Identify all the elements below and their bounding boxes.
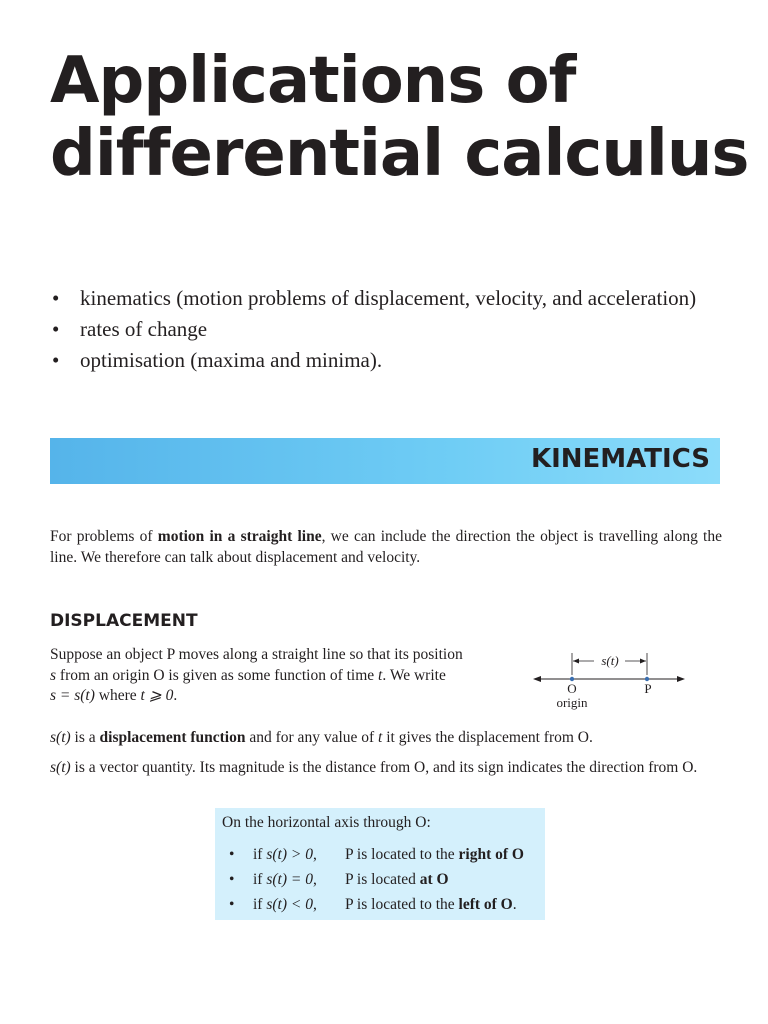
- displacement-heading: DISPLACEMENT: [50, 611, 198, 631]
- intro-paragraph: For problems of motion in a straight line, we can include the direction the object is travelling along the line. We therefore can talk about displacement and velocity.: [50, 528, 722, 566]
- measure-label: s(t): [601, 653, 619, 668]
- section-banner: [50, 438, 720, 484]
- bullet-icon: •: [52, 317, 60, 341]
- list-item: • rates of change: [52, 314, 696, 345]
- list-item: • if s(t) > 0, P is located to the right of O: [229, 842, 524, 867]
- list-item: • kinematics (motion problems of displacement, velocity, and acceleration): [52, 283, 696, 314]
- list-item: • if s(t) < 0, P is located to the left of O.: [229, 892, 524, 917]
- arrow-left-icon: [533, 676, 541, 682]
- vector-quantity-paragraph: s(t) is a vector quantity. Its magnitude is the distance from O, and its sign indicates the direction from O.: [50, 759, 698, 776]
- summary-box-heading: On the horizontal axis through O:: [222, 814, 431, 831]
- bullet-icon: •: [229, 896, 235, 913]
- topic-list: [52, 283, 696, 376]
- bullet-icon: •: [52, 286, 60, 310]
- list-item: • optimisation (maxima and minima).: [52, 345, 696, 376]
- title-line-2: differential calculus: [50, 117, 749, 191]
- summary-list: [229, 842, 524, 917]
- page-title: [50, 44, 749, 191]
- bullet-icon: •: [52, 348, 60, 372]
- point-p-label: P: [644, 681, 652, 696]
- displacement-function-paragraph: s(t) is a displacement function and for any value of t it gives the displacement from O.: [50, 729, 593, 746]
- point-o-label: O: [567, 681, 577, 696]
- bullet-icon: •: [229, 871, 235, 888]
- title-line-1: Applications of: [50, 44, 576, 118]
- list-item: • if s(t) = 0, P is located at O: [229, 867, 524, 892]
- origin-label: origin: [556, 695, 588, 710]
- number-line-diagram: [530, 645, 690, 715]
- displacement-paragraph: Suppose an object P moves along a straight line so that its position s from an origin O is given as some function of time t. We write s = s(t) where t ⩾ 0.: [50, 646, 463, 704]
- arrow-right-icon: [677, 676, 685, 682]
- section-banner-label: KINEMATICS: [530, 444, 710, 474]
- bullet-icon: •: [229, 846, 235, 863]
- summary-box: [215, 808, 545, 920]
